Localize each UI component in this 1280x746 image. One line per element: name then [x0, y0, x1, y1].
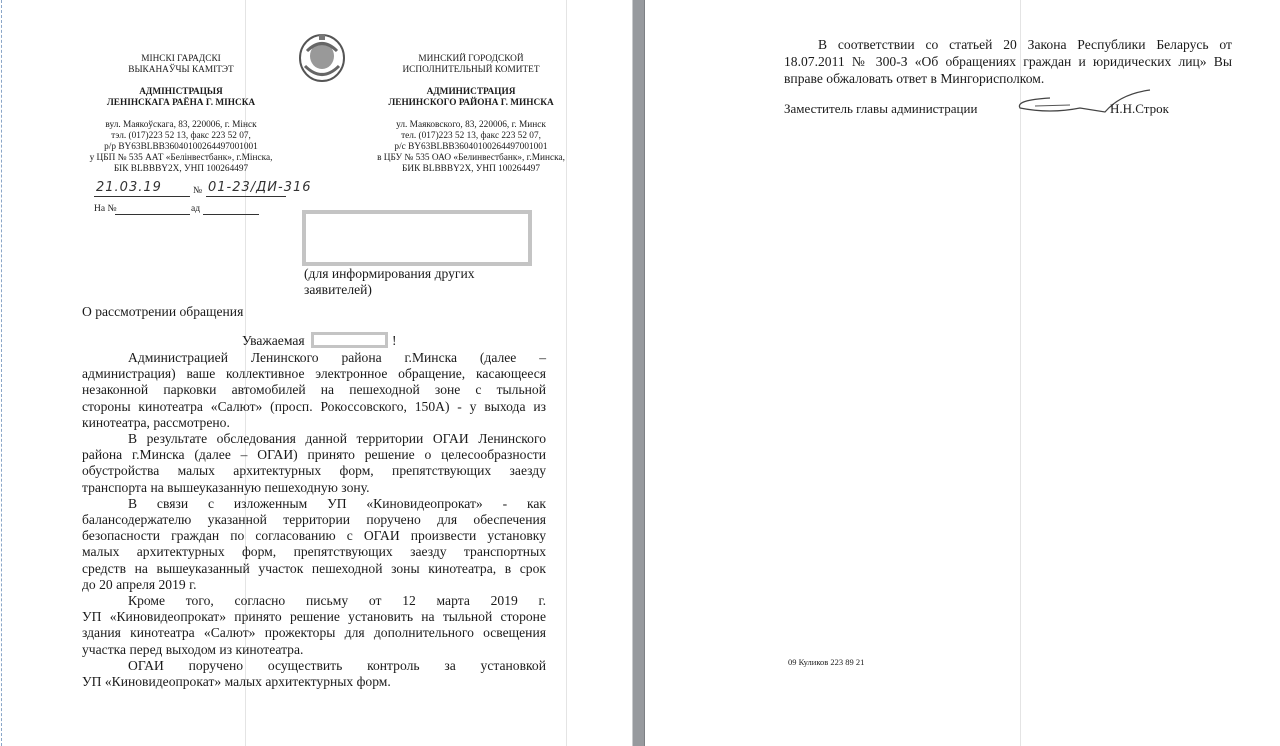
reg-number-label: №	[193, 186, 203, 196]
body-line: транспорта на вышеуказанную пешеходную зону.	[82, 479, 370, 495]
address-line: в ЦБУ № 535 ОАО «Белинвестбанк», г.Минска,	[377, 153, 565, 163]
body-line: участка перед выходом из кинотеатра.	[82, 641, 304, 657]
address-line: БІК BLBBBY2X, УНП 100264497	[113, 164, 249, 174]
address-line: тел. (017)223 52 13, факс 223 52 07,	[401, 131, 541, 141]
letterhead-ru	[356, 54, 586, 175]
reply-underline	[203, 214, 259, 215]
body-line: Администрацией Ленинского района г.Минска (далее –	[128, 350, 546, 365]
address-line: у ЦБП № 535 ААТ «Белінвестбанк», г.Мінска,	[89, 153, 273, 163]
body-line: УП «Киновидеопрокат» принято решение установить на тыльной стороне	[82, 609, 546, 625]
body-line: малых архитектурных форм, препятствующих заезду транспортных	[82, 544, 546, 560]
address-line: р/с BY63BLBB36040100264497001001	[394, 142, 548, 152]
body-line: района г.Минска (далее – ОГАИ) принято решение о целесообразности	[82, 447, 546, 463]
body-line: кинотеатра, рассмотрено.	[82, 414, 230, 430]
body-line: стороны кинотеатра «Салют» (просп. Рокоссовского, 150А) - у выхода из	[82, 398, 546, 414]
body-line: В соответствии со статьей 20 Закона Республики Беларусь от	[818, 37, 1232, 52]
letterhead-by	[66, 54, 296, 175]
org-line: АДМИНИСТРАЦИЯ	[426, 87, 516, 97]
number-underline	[206, 196, 286, 197]
body-line: В результате обследования данной территории ОГАИ Ленинского	[128, 431, 546, 446]
reply-from-label: ад	[191, 204, 201, 214]
org-line: ИСПОЛНИТЕЛЬНЫЙ КОМИТЕТ	[402, 65, 540, 75]
body-line: здания кинотеатра «Салют» прожекторы для дополнительного освещения	[82, 625, 546, 641]
reg-date: 21.03.19	[96, 180, 162, 195]
reply-label: На №	[94, 204, 117, 214]
body-line: ОГАИ поручено осуществить контроль за установкой	[128, 657, 546, 673]
signer-name: Н.Н.Строк	[1110, 101, 1169, 116]
addressee-note: заявителей)	[304, 282, 372, 297]
org-line: МІНСКІ ГАРАДСКІ	[141, 54, 221, 64]
body-line: УП «Киновидеопрокат» малых архитектурных форм.	[82, 674, 391, 689]
executor-info: 09 Куликов 223 89 21	[788, 657, 865, 667]
redacted-addressee	[302, 210, 532, 266]
subject: О рассмотрении обращения	[82, 304, 244, 319]
greeting-suffix: !	[392, 333, 397, 348]
addressee-note: (для информирования других	[304, 266, 475, 281]
state-emblem-icon	[297, 31, 347, 83]
org-line: АДМІНІСТРАЦЫЯ	[139, 87, 223, 97]
page-separator	[632, 0, 645, 746]
reply-underline	[115, 214, 190, 215]
body-line: администрация) ваше коллективное электронное обращение, касающееся	[82, 366, 546, 382]
date-underline	[94, 196, 190, 197]
body-line: обустройства малых архитектурных форм, препятствующих заезду	[82, 463, 546, 479]
body-line: вправе обжаловать ответ в Мингорисполком.	[784, 71, 1045, 86]
body-line: В связи с изложенным УП «Киновидеопрокат» - как	[128, 495, 546, 511]
body-line: до 20 апреля 2019 г.	[82, 576, 197, 592]
signer-title: Заместитель главы администрации	[784, 101, 978, 116]
body-line: балансодержателю указанной территории поручено для обеспечения	[82, 512, 546, 527]
address-line: тэл. (017)223 52 13, факс 223 52 07,	[111, 131, 251, 141]
address-line: вул. Маякоўскага, 83, 220006, г. Мінск	[105, 120, 257, 130]
address-line: р/р BY63BLBB36040100264497001001	[104, 142, 258, 152]
reg-number: 01-23/ДИ-316	[208, 180, 312, 195]
body-line: безопасности граждан по согласованию с ОГАИ произвести установку	[82, 528, 546, 544]
body-line: 18.07.2011 № 300-З «Об обращениях граждан и юридических лиц» Вы	[784, 54, 1232, 69]
org-line: ЛЕНИНСКОГО РАЙОНА Г. МИНСКА	[388, 98, 554, 108]
body-line: средств на вышеуказанный участок пешеходной зоны кинотеатра, в срок	[82, 560, 546, 576]
greeting-prefix: Уважаемая	[242, 333, 305, 348]
org-line: ЛЕНІНСКАГА РАЁНА Г. МІНСКА	[106, 98, 256, 108]
address-line: БИК BLBBBY2X, УНП 100264497	[402, 164, 540, 174]
org-line: ВЫКАНАЎЧЫ КАМІТЭТ	[128, 65, 234, 75]
redacted-name	[311, 332, 388, 348]
address-line: ул. Маяковского, 83, 220006, г. Минск	[396, 120, 546, 130]
org-line: МИНСКИЙ ГОРОДСКОЙ	[418, 54, 524, 64]
body-line: незаконной парковки автомобилей на пешеходной зоне с тыльной	[82, 382, 546, 398]
body-line: Кроме того, согласно письму от 12 марта 2019 г.	[128, 593, 546, 608]
page-edge	[1, 0, 2, 746]
